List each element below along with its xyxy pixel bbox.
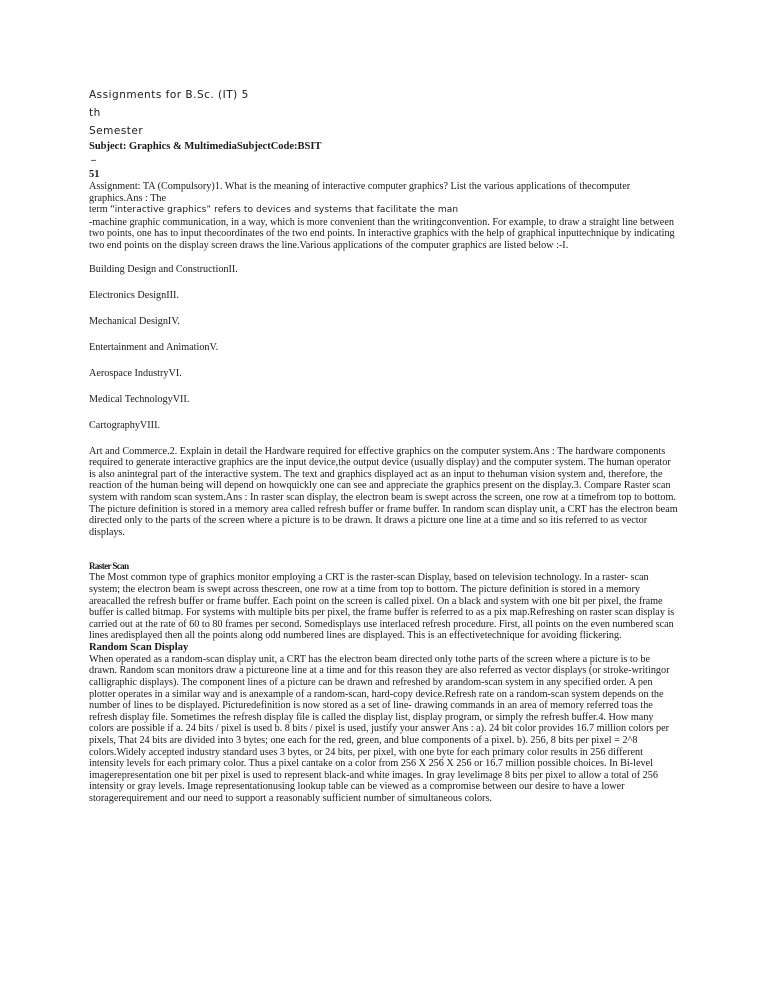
assignment-title-line: Assignments for B.Sc. (IT) 5 <box>89 89 249 101</box>
term-handwritten: interactive graphics” refers to devices and systems that facilitate the man <box>114 205 459 216</box>
superscript-th: th <box>89 107 101 119</box>
list-item: Medical TechnologyVII. <box>89 393 190 405</box>
intro-paragraph <box>89 181 679 252</box>
list-item: Aerospace IndustryVI. <box>89 367 182 379</box>
list-item: CartographyVIII. <box>89 419 161 431</box>
subject-line: Subject: Graphics & MultimediaSubjectCode:BSIT <box>89 141 322 152</box>
raster-scan-heading: Raster Scan <box>89 561 129 572</box>
intro-body: -machine graphic communication, in a way, which is more convenient than the writingconvention. For example, to draw a straight line between two points, one has to input thecoordinates of the two end points. In interactive graphics with the help of graphical inputtechnique by indicating two end points on the display screen draws the line.Various applications of the computer graphics are listed below :-I. <box>89 216 675 251</box>
applications-list <box>89 264 679 432</box>
assignment-question: Assignment: TA (Compulsory)1. What is the meaning of interactive computer graphics? List the various applications of thecomputer graphics.Ans : The <box>89 181 631 204</box>
document-page <box>89 88 679 805</box>
subject-code: 51 <box>89 169 100 180</box>
list-item: Building Design and ConstructionII. <box>89 263 238 275</box>
random-scan-heading: Random Scan Display <box>89 641 189 653</box>
semester-label: Semester <box>89 125 144 137</box>
hardware-paragraph: Art and Commerce.2. Explain in detail the Hardware required for effective graphics on the computer system.Ans : The hardware components required to generate interactive graphics are the input device,the output device (usually display) and the computer system. The human operator is also anintegral part of the interactive system. The text and graphics displayed act as an input to thehuman vision system and, therefore, the reaction of the human being will depend on howquickly one can see and appreciate the graphics present on the display.3. Compare Raster scan system with random scan system.Ans : In raster scan display, the electron beam is swept across the screen, one row at a timefrom top to bottom. The picture definition is stored in a memory area called refresh buffer or frame buffer. In random scan display unit, a CRT has the electron beam directed only to the parts of the screen where a picture is to be drawn. It draws a picture one line at a time and so itis referred to as vector displays. <box>89 445 678 538</box>
list-item: Entertainment and AnimationV. <box>89 341 219 353</box>
subject-dash: – <box>91 155 96 166</box>
list-item: Mechanical DesignIV. <box>89 315 180 327</box>
list-item: Electronics DesignIII. <box>89 289 179 301</box>
raster-scan-paragraph: The Most common type of graphics monitor employing a CRT is the raster-scan Display, based on television technology. In a raster- scan system; the electron beam is swept across thescreen, one row at a time from top to bottom. The picture definition is stored in a memory areacalled the refresh buffer or frame buffer. Each point on the screen is called pixel. On a black and system with one bit per pixel, the frame buffer is called bitmap. For systems with multiple bits per pixel, the frame buffer is referred to as a pix map.Refreshing on raster scan display is carried out at the rate of 60 to 80 frames per second. Somedisplays use interlaced refresh procedure. First, all points on the even numbered scan lines aredisplayed then all the points along odd numbered lines are displayed. This is an effectivetechnique for avoiding flickering. <box>89 572 675 642</box>
term-prefix: term “ <box>89 204 115 216</box>
random-scan-paragraph: When operated as a random-scan display unit, a CRT has the electron beam directed only tothe parts of the screen where a picture is to be drawn. Random scan monitors draw a pictureone line at a time and for this reason they are also referred as vector displays (or stroke-writingor calligraphic displays). The component lines of a picture can be drawn and refreshed by arandom-scan system in any specified order. A pen plotter operates in a similar way and is anexample of a random-scan, hard-copy device.Refresh rate on a random-scan system depends on the number of lines to be displayed. Picturedefinition is now stored as a set of line- drawing commands in an area of memory referred toas the refresh display file. Sometimes the refresh display file is called the display list, display program, or simply the refresh buffer.4. How many colors are possible if a. 24 bits / pixel is used b. 8 bits / pixel is used, justify your answer Ans : a). 24 bit color provides 16.7 million colors per pixels, That 24 bits are divided into 3 bytes; one each for the red, green, and blue components of a pixel. b). 256, 8 bits per pixel = 2^8 colors.Widely accepted industry standard uses 3 bytes, or 24 bits, per pixel, with one byte for each primary color results in 256 different intensity levels for each primary color. Thus a pixel cantake on a color from 256 X 256 X 256 or 16.7 million possible choices. In Bi-level imagerepresentation one bit per pixel is used to represent black-and white images. In gray levelimage 8 bits per pixel to allow a total of 256 intensity or gray levels. Image representationusing lookup table can be viewed as a compromise between our desire to have a lower storagerequirement and our need to support a reasonably sufficient number of simultaneous colors. <box>89 653 670 804</box>
